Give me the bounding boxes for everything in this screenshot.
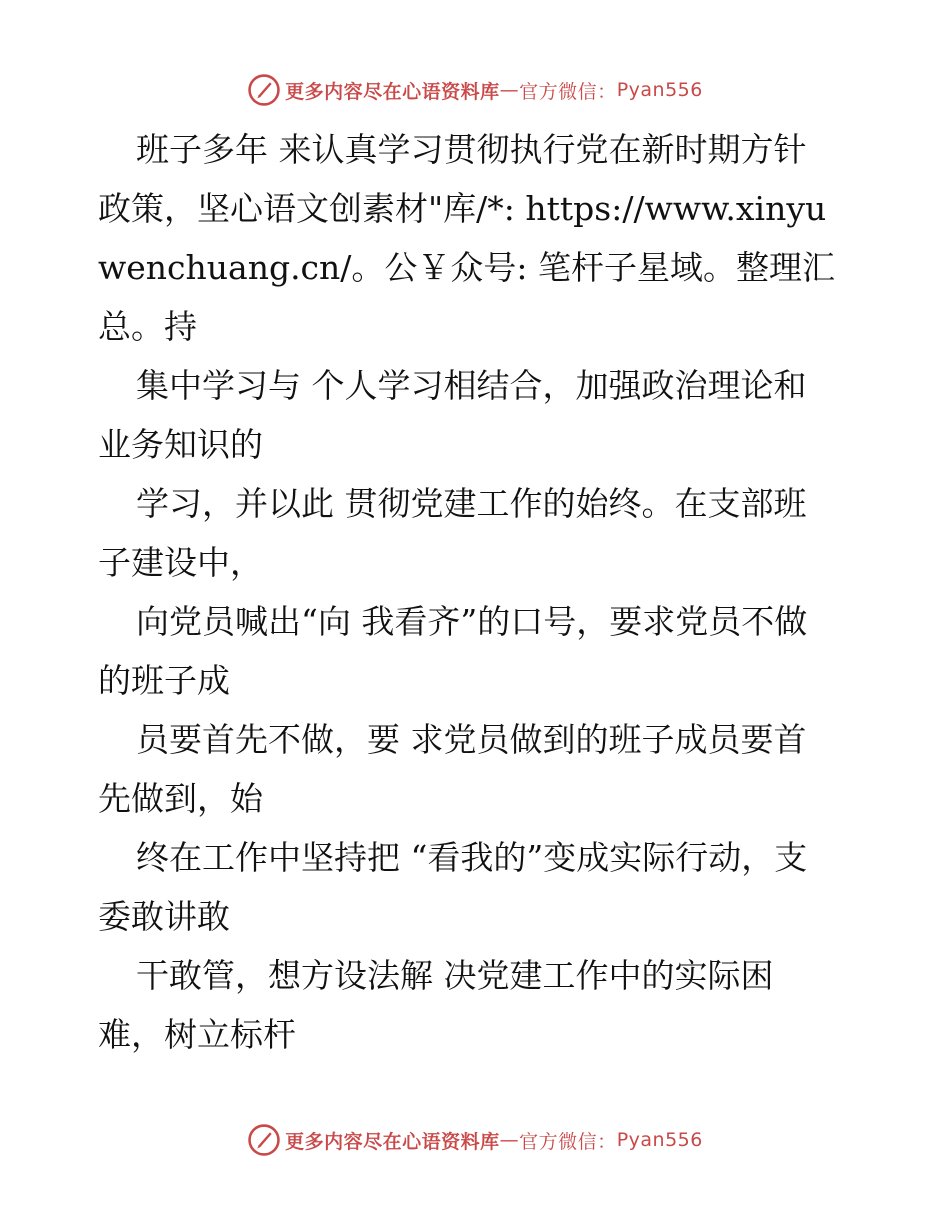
- banner-contact-label: 官方微信：: [519, 80, 617, 103]
- banner-dash: —: [499, 79, 520, 101]
- banner-dash: —: [499, 1129, 520, 1151]
- footer-banner: [0, 1120, 950, 1160]
- banner-contact-label: 官方微信：: [519, 1130, 617, 1153]
- paragraph-6: 终在工作中坚持把 “看我的”变成实际行动，支委敢讲敢: [98, 838, 808, 936]
- banner-brand: 更多内容尽在心语资料库: [285, 1130, 500, 1153]
- paragraph-5: 员要首先不做，要 求党员做到的班子成员要首先做到，始: [98, 720, 807, 818]
- header-banner: [0, 70, 950, 110]
- paragraph-4: 向党员喊出“向 我看齐”的口号，要求党员不做的班子成: [98, 602, 808, 700]
- banner-wechat-id: Pyan556: [616, 79, 703, 101]
- banner-wechat-id: Pyan556: [616, 1129, 703, 1151]
- paragraph-1: 班子多年 来认真学习贯彻执行党在新时期方针政策，坚心语文创素材"库/*: https://www.xinyuwenchuang.cn/。公￥众号: 笔杆子星域。整理汇总。持: [98, 130, 836, 346]
- paragraph-3: 学习，并以此 贯彻党建工作的始终。在支部班子建设中，: [98, 484, 807, 582]
- quill-logo-icon: [247, 73, 281, 107]
- paragraph-7: 干敢管，想方设法解 决党建工作中的实际困 难，树立标杆: [98, 956, 774, 1054]
- quill-logo-icon: [247, 1123, 281, 1157]
- paragraph-2: 集中学习与 个人学习相结合，加强政治理论和业务知识的: [98, 366, 807, 464]
- banner-brand: 更多内容尽在心语资料库: [285, 80, 500, 103]
- document-body: [98, 120, 838, 1064]
